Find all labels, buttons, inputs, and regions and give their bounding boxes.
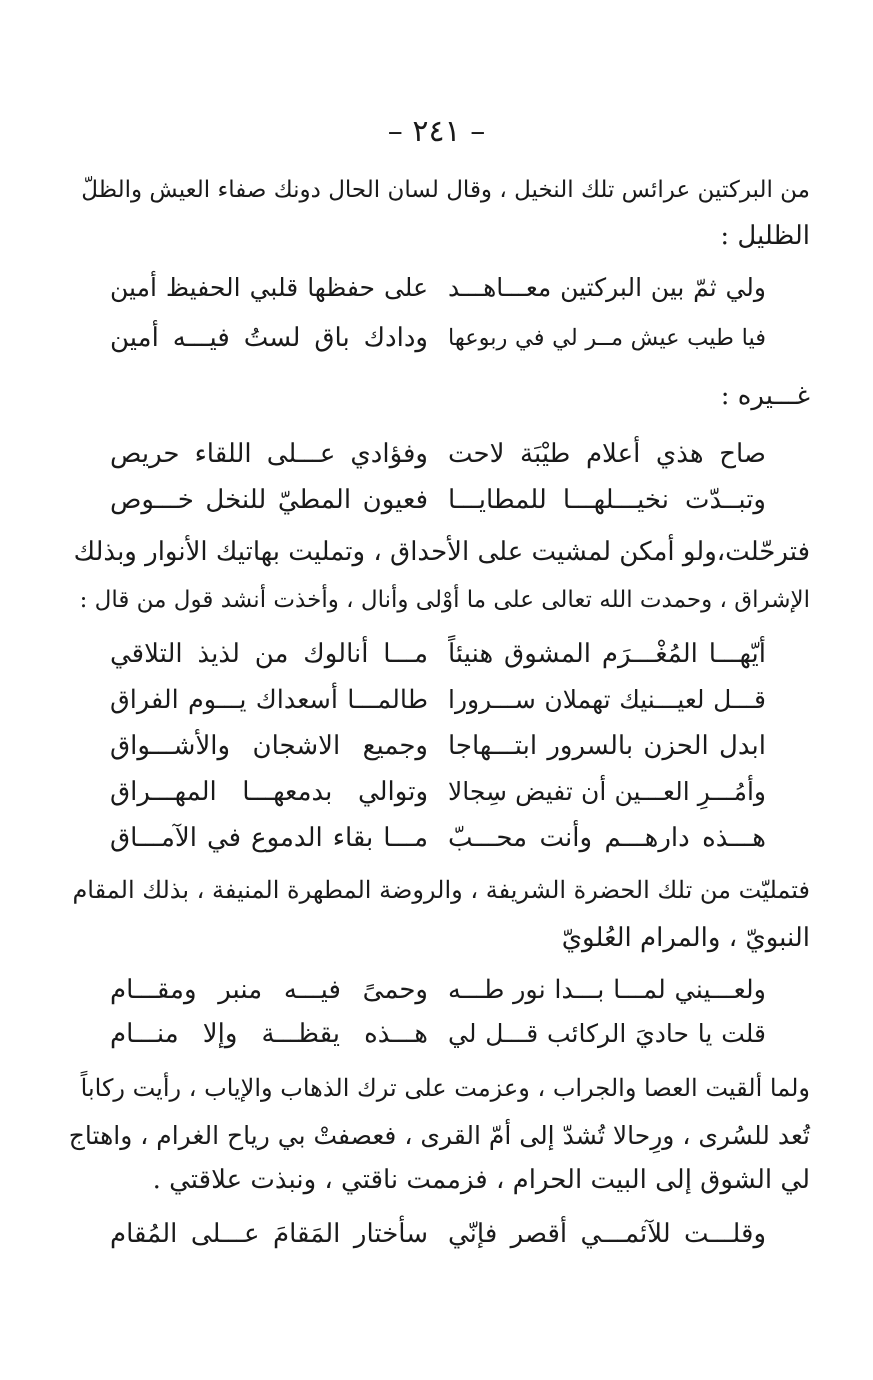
prose-line: ولما ألقيت العصا والجراب ، وعزمت على ترك الذهاب والإياب ، رأيت ركاباً: [80, 1074, 810, 1102]
verse-second-hemistich: وتوالي بدمعهـــا المهـــراق: [110, 777, 428, 807]
verse-first-hemistich: وقلـــت للآئمـــي أقصر فإنّي: [448, 1219, 766, 1249]
prose-line: من البركتين عرائس تلك النخيل ، وقال لسان الحال دونك صفاء العيش والظلّ: [81, 177, 810, 203]
prose-line-last: غـــيره :: [720, 381, 810, 411]
page-number: – ٢٤١ –: [387, 114, 486, 149]
verse: [110, 772, 766, 812]
verse-first-hemistich: قـــل لعيـــنيك تهملان ســـرورا: [448, 685, 766, 714]
verse-second-hemistich: وجميع الاشجان والأشـــواق: [110, 731, 428, 761]
verse: [110, 480, 766, 520]
verse-second-hemistich: فعيون المطيّ للنخل خـــوص: [110, 485, 428, 515]
verse-first-hemistich: فيا طيب عيش مــر لي في ربوعها: [448, 325, 766, 351]
verse-first-hemistich: ولعـــيني لمـــا بـــدا نور طـــه: [448, 975, 766, 1005]
prose-line-last: النبويّ ، والمرام العُلويّ: [561, 923, 810, 953]
verse-second-hemistich: على حفظها قلبي الحفيظ أمين: [110, 273, 428, 302]
verse-first-hemistich: ابدل الحزن بالسرور ابتـــهاجا: [448, 731, 766, 761]
verse: [110, 970, 766, 1010]
prose-line: تُعد للسُرى ، ورِحالا تُشدّ إلى أمّ القرى ، فعصفتْ بي رياح الغرام ، واهتاج: [68, 1121, 810, 1150]
verse-second-hemistich: مـــا بقاء الدموع في الآمـــاق: [110, 823, 428, 853]
verse-first-hemistich: ولي ثمّ بين البركتين معـــاهـــد: [448, 273, 766, 302]
verse: [110, 268, 766, 308]
verse-second-hemistich: طالمـــا أسعداك يـــوم الفراق: [110, 685, 428, 715]
verse-second-hemistich: سأختار المَقامَ عـــلى المُقام: [110, 1219, 428, 1249]
verse-second-hemistich: وحمىً فيـــه منبر ومقـــام: [110, 975, 428, 1005]
verse: [110, 634, 766, 674]
verse-first-hemistich: وتبــدّت نخيـــلهـــا للمطايـــا: [448, 485, 766, 515]
verse-second-hemistich: هـــذه يقظـــة وإلا منـــام: [110, 1019, 428, 1049]
verse: [110, 726, 766, 766]
verse: [110, 818, 766, 858]
verse-second-hemistich: وفؤادي عـــلى اللقاء حريص: [110, 439, 428, 469]
prose-line-last: لي الشوق إلى البيت الحرام ، فزممت ناقتي ، ونبذت علاقتي .: [152, 1165, 810, 1195]
verse: [110, 680, 766, 720]
verse-second-hemistich: ودادك باق لستُ فيـــه أمين: [110, 323, 428, 353]
verse: [110, 1014, 766, 1054]
prose-line: فتمليّت من تلك الحضرة الشريفة ، والروضة المطهرة المنيفة ، بذلك المقام: [72, 876, 810, 904]
prose-line-last: الإشراق ، وحمدت الله تعالى على ما أوْلى وأنال ، وأخذت أنشد قول من قال :: [79, 587, 810, 613]
verse-first-hemistich: أيّهـــا المُغْـــرَم المشوق هنيئاً: [448, 639, 766, 669]
prose-line-last: الظليل :: [720, 221, 810, 251]
verse-first-hemistich: صاح هذي أعلام طيْبَة لاحت: [448, 439, 766, 469]
prose-line: فترحّلت،ولو أمكن لمشيت على الأحداق ، وتمليت بهاتيك الأنوار وبذلك: [73, 537, 810, 567]
verse-first-hemistich: هـــذه دارهـــم وأنت محـــبّ: [448, 823, 766, 853]
verse-second-hemistich: مـــا أنالوك من لذيذ التلاقي: [110, 639, 428, 669]
verse-first-hemistich: قلت يا حاديَ الركائب قـــل لي: [448, 1019, 766, 1048]
verse: [110, 434, 766, 474]
verse-first-hemistich: وأمُـــرِ العـــين أن تفيض سِجالا: [448, 777, 766, 806]
verse: [110, 318, 766, 358]
verse: [110, 1214, 766, 1254]
